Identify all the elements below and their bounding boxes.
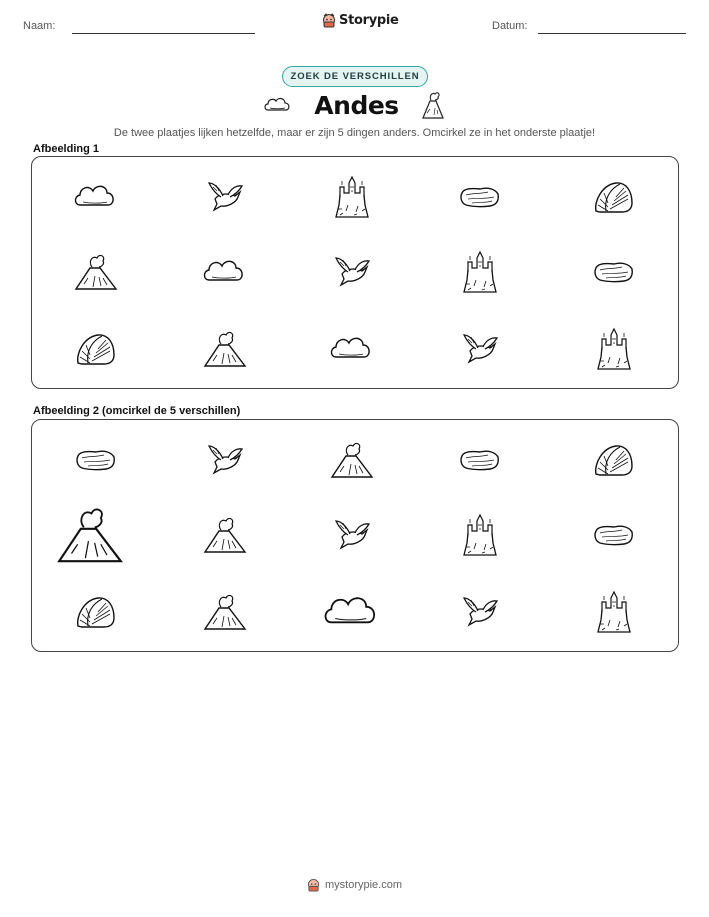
picture1-label: Afbeelding 1 <box>33 143 100 155</box>
volcano-icon[interactable] <box>201 511 249 559</box>
brand-name: Storypie <box>339 13 399 28</box>
cloud-icon[interactable] <box>201 248 249 296</box>
bird-icon[interactable] <box>328 511 376 559</box>
castle-icon[interactable] <box>456 248 504 296</box>
stone-icon[interactable] <box>456 173 504 221</box>
striped-rock-icon[interactable] <box>72 325 120 373</box>
castle-icon[interactable] <box>328 173 376 221</box>
title-row <box>0 90 709 120</box>
stone-icon[interactable] <box>590 248 638 296</box>
stone-icon[interactable] <box>456 436 504 484</box>
volcano-icon[interactable] <box>201 325 249 373</box>
castle-icon[interactable] <box>590 325 638 373</box>
instructions: De twee plaatjes lijken hetzelfde, maar er zijn 5 dingen anders. Omcirkel ze in het onderste plaatje! <box>113 127 596 139</box>
picture1-panel <box>31 156 679 389</box>
cloud-icon[interactable] <box>72 173 120 221</box>
picture2-grid <box>32 420 678 651</box>
page-title: Andes <box>314 90 399 120</box>
striped-rock-icon[interactable] <box>590 436 638 484</box>
volcano-icon[interactable] <box>328 436 376 484</box>
volcano-icon[interactable] <box>53 498 127 572</box>
striped-rock-icon[interactable] <box>72 588 120 636</box>
bird-icon[interactable] <box>456 588 504 636</box>
name-label: Naam: <box>23 20 56 32</box>
activity-badge: ZOEK DE VERSCHILLEN <box>282 66 428 87</box>
castle-icon[interactable] <box>456 511 504 559</box>
date-field[interactable] <box>538 33 686 34</box>
picture2-label: Afbeelding 2 (omcirkel de 5 verschillen) <box>33 405 241 417</box>
bird-icon[interactable] <box>328 248 376 296</box>
bird-icon[interactable] <box>456 325 504 373</box>
picture2-panel <box>31 419 679 652</box>
volcano-icon[interactable] <box>201 588 249 636</box>
stone-icon[interactable] <box>72 436 120 484</box>
castle-icon[interactable] <box>590 588 638 636</box>
bird-icon[interactable] <box>201 436 249 484</box>
volcano-icon[interactable] <box>72 248 120 296</box>
picture1-grid <box>32 157 678 388</box>
brand-logo <box>322 13 399 28</box>
striped-rock-icon[interactable] <box>590 173 638 221</box>
date-label: Datum: <box>492 20 528 32</box>
cloud-icon <box>264 95 292 115</box>
storypie-mascot-icon <box>307 878 320 892</box>
volcano-icon <box>421 90 445 120</box>
cloud-icon[interactable] <box>321 581 383 643</box>
storypie-mascot-icon <box>322 13 336 28</box>
stone-icon[interactable] <box>590 511 638 559</box>
footer <box>0 878 709 892</box>
name-field[interactable] <box>72 33 255 34</box>
footer-url[interactable]: mystorypie.com <box>324 879 403 891</box>
bird-icon[interactable] <box>201 173 249 221</box>
cloud-icon[interactable] <box>328 325 376 373</box>
